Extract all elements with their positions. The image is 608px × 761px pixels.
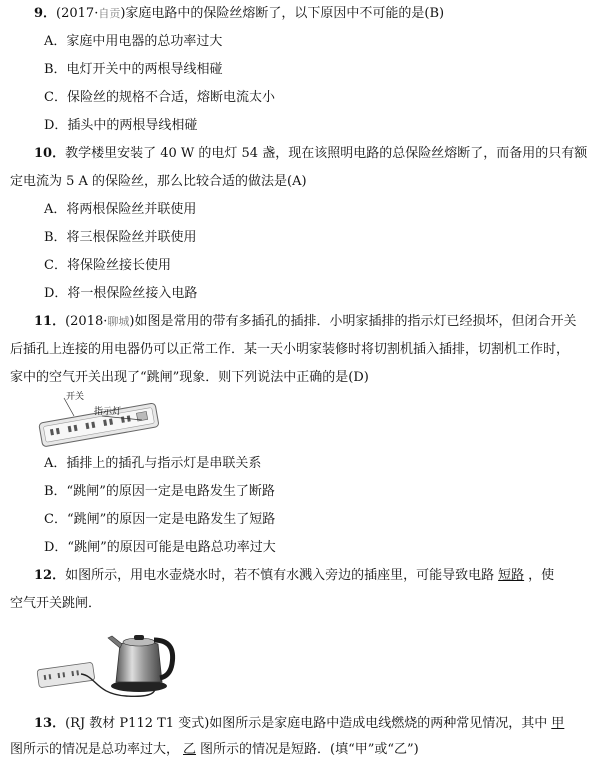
- question-9-stem: [34, 6, 444, 22]
- question-text-line1: 如图是常用的带有多插孔的插排．小明家插排的指示灯已经损坏，但闭合开关: [134, 314, 577, 329]
- answer-blank-2: 乙: [183, 742, 197, 757]
- question-text-line3: 家中的空气开关出现了“跳闸”现象．则下列说法中正确的是(D): [10, 370, 369, 385]
- option-c: C．“跳闸”的原因一定是电路发生了短路: [44, 512, 276, 527]
- question-12-stem: [34, 568, 554, 584]
- option-a: A．将两根保险丝并联使用: [44, 202, 197, 217]
- source: (RJ 教材 P112 T1 变式): [65, 716, 210, 731]
- question-text: 如图所示，用电水壶烧水时，若不慎有水溅入旁边的插座里，可能导致电路: [65, 568, 495, 583]
- source-place: 聊城: [107, 315, 130, 328]
- option-b: B．电灯开关中的两根导线相碰: [44, 62, 223, 77]
- answer-blank-1: 甲: [551, 716, 565, 731]
- option-a: A．插排上的插孔与指示灯是串联关系: [44, 456, 262, 471]
- option-c: C．将保险丝接长使用: [44, 258, 171, 273]
- question-text-tail: ，使: [528, 568, 555, 583]
- question-text-part1: 图所示的情况是总功率过大，: [10, 742, 180, 757]
- question-text-line1: 教学楼里安装了 40 W 的电灯 54 盏，现在该照明电路的总保险丝熔断了，而备用的只有额: [65, 146, 588, 161]
- question-text-line2: 定电流为 5 A 的保险丝，那么比较合适的做法是(A): [10, 174, 307, 189]
- question-number: 9．: [34, 6, 57, 21]
- question-text-part2: 图所示的情况是短路．(填“甲”或“乙”): [200, 742, 419, 757]
- source-close: ): [120, 6, 126, 21]
- option-d: D．插头中的两根导线相碰: [44, 118, 198, 133]
- option-a: A．家庭中用电器的总功率过大: [44, 34, 223, 49]
- question-11-stem: [34, 314, 576, 330]
- power-strip-figure: [34, 390, 179, 450]
- indicator-label: 指示灯: [94, 407, 122, 417]
- question-text: 如图所示是家庭电路中造成电线燃烧的两种常见情况，其中: [209, 716, 548, 731]
- option-b: B．将三根保险丝并联使用: [44, 230, 197, 245]
- question-13-stem: [34, 716, 568, 732]
- option-d: D．“跳闸”的原因可能是电路总功率过大: [44, 540, 276, 555]
- question-number: 10．: [34, 146, 66, 161]
- question-text-line2: 空气开关跳闸．: [10, 596, 102, 611]
- question-text-line2: 后插孔上连接的用电器仍可以正常工作．某一天小明家装修时将切割机插入插排，切割机工作时，: [10, 342, 570, 357]
- kettle-figure: [36, 614, 206, 704]
- question-number: 13．: [34, 716, 66, 731]
- option-c: C．保险丝的规格不合适，熔断电流太小: [44, 90, 275, 105]
- option-b: B．“跳闸”的原因一定是电路发生了断路: [44, 484, 275, 499]
- source-open: (2018·: [65, 314, 108, 329]
- source-open: (2017·: [56, 6, 99, 21]
- question-number: 12．: [34, 568, 66, 583]
- question-10-stem: [34, 146, 587, 162]
- source-close: ): [129, 314, 135, 329]
- question-number: 11．: [34, 314, 66, 329]
- source-place: 自贡: [98, 7, 121, 20]
- option-d: D．将一根保险丝接入电路: [44, 286, 198, 301]
- switch-label: 开关: [66, 392, 85, 402]
- question-text-line2: [10, 742, 419, 758]
- question-text: 家庭电路中的保险丝熔断了，以下原因中不可能的是(B): [125, 6, 445, 21]
- answer-blank: 短路: [498, 568, 525, 583]
